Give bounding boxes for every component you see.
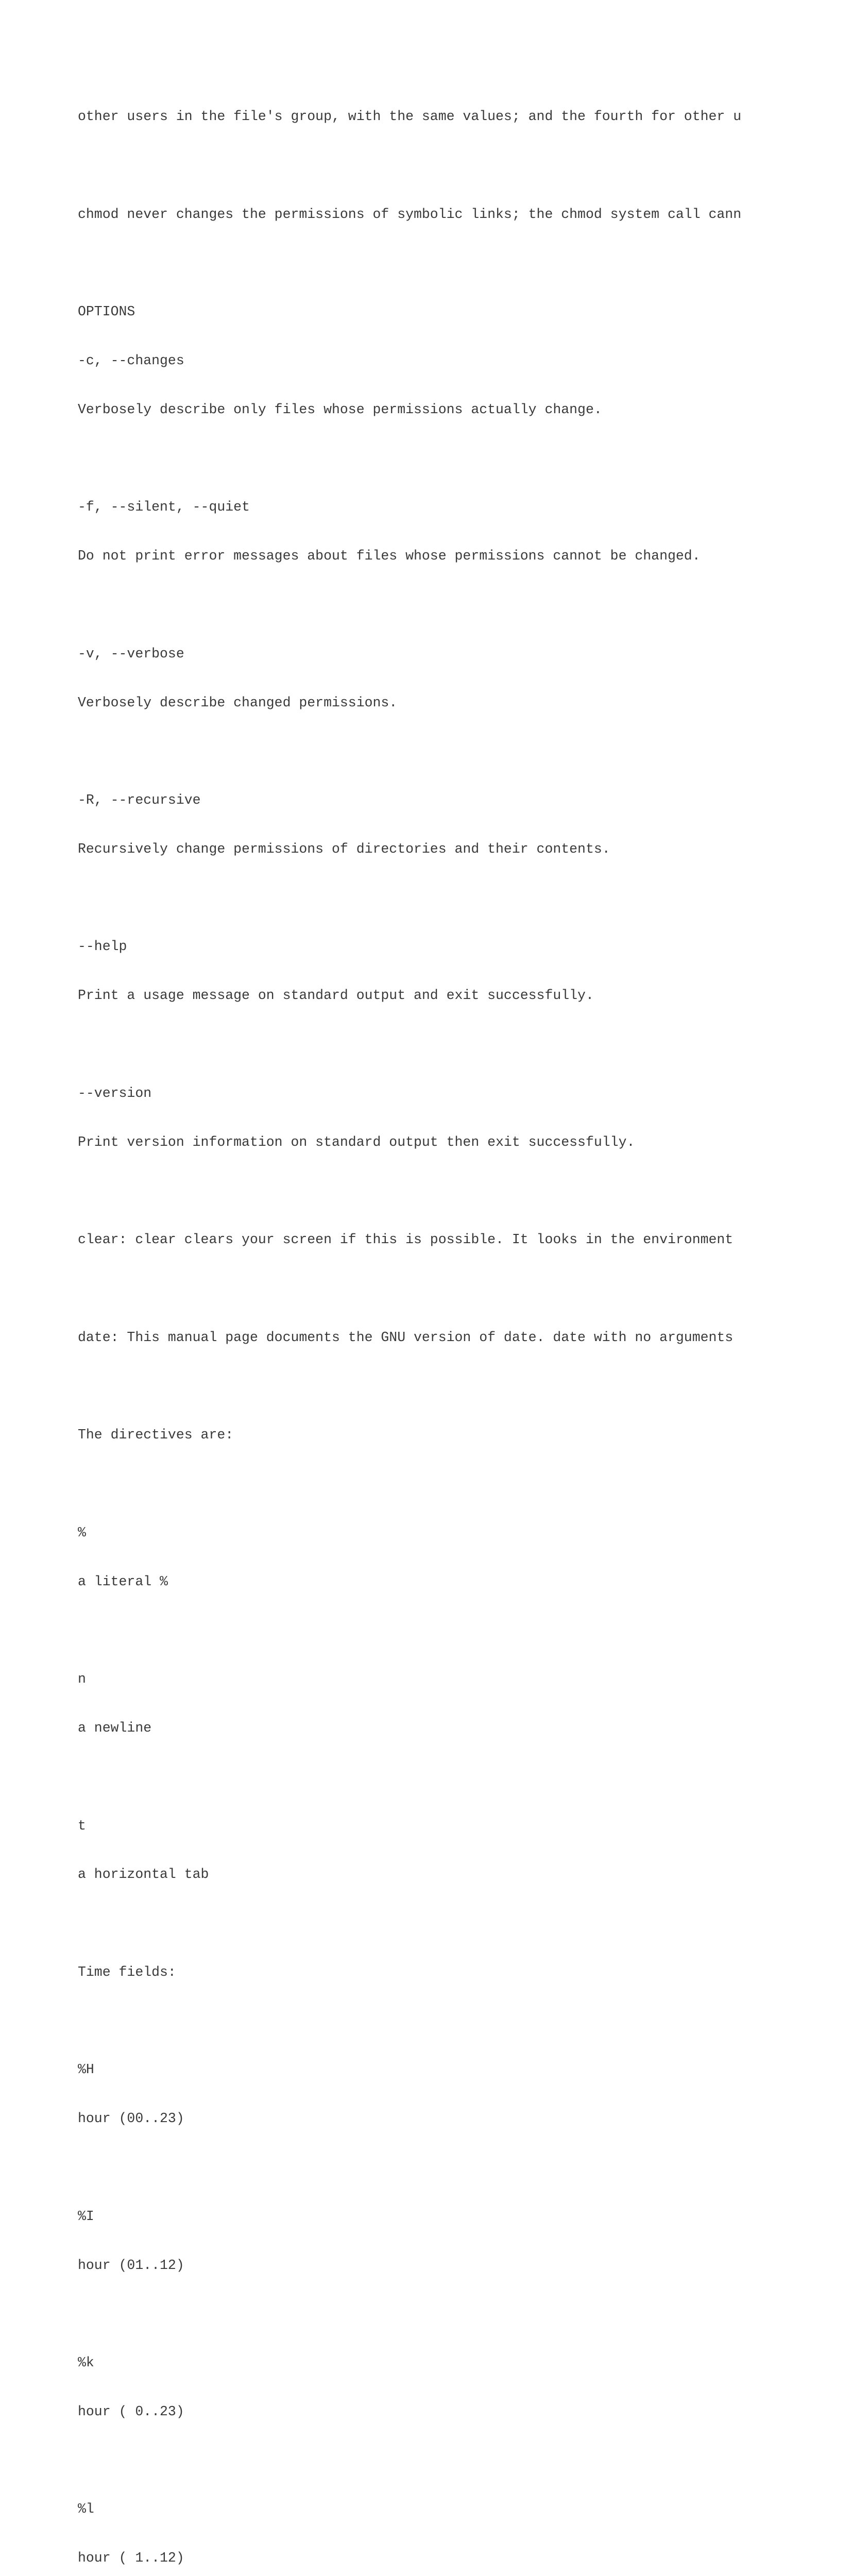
blank-line [78,1622,778,1639]
directive-name: %H [78,2062,94,2078]
option-name: -R, --recursive [78,792,201,808]
blank-line [78,451,778,467]
option-description: Verbosely describe only files whose permissions actually change. [78,401,602,417]
option-name: --version [78,1085,152,1101]
text-line: chmod never changes the permissions of symbolic links; the chmod system call cann [78,206,742,222]
blank-line [78,890,778,907]
text-line: date: This manual page documents the GNU version of date. date with no arguments [78,1329,742,1345]
blank-line [78,597,778,614]
text-line: other users in the file's group, with the same values; and the fourth for other u [78,109,742,125]
blank-line [78,2453,778,2469]
option-name: -c, --changes [78,353,184,369]
option-name: -f, --silent, --quiet [78,499,250,515]
blank-line [78,2306,778,2323]
option-description: Print version information on standard output then exit successfully. [78,1134,635,1150]
blank-line [78,1769,778,1786]
directive-description: hour (00..23) [78,2111,184,2127]
option-name: --help [78,939,127,955]
blank-line [78,1476,778,1493]
directive-description: a horizontal tab [78,1867,209,1883]
option-description: Verbosely describe changed permissions. [78,694,398,710]
option-name: -v, --verbose [78,646,184,662]
text-line: The directives are: [78,1427,234,1443]
directive-description: a newline [78,1720,152,1736]
blank-line [78,2160,778,2176]
blank-line [78,1916,778,1932]
section-heading: OPTIONS [78,304,135,320]
directive-name: %k [78,2355,94,2371]
blank-line [78,256,778,272]
blank-line [78,1183,778,1199]
directive-name: % [78,1524,86,1540]
blank-line [78,158,778,174]
blank-line [78,2013,778,2030]
option-description: Print a usage message on standard output and exit successfully. [78,988,594,1004]
option-description: Recursively change permissions of directories and their contents. [78,841,610,857]
directive-description: hour ( 1..12) [78,2550,184,2566]
directive-name: n [78,1671,86,1687]
directive-name: %l [78,2501,94,2517]
man-page-text [78,76,778,2576]
directive-description: a literal % [78,1573,168,1589]
blank-line [78,743,778,760]
subsection-heading: Time fields: [78,1964,176,1980]
text-line: clear: clear clears your screen if this is possible. It looks in the environment [78,1232,734,1248]
directive-description: hour ( 0..23) [78,2403,184,2419]
directive-description: hour (01..12) [78,2257,184,2273]
blank-line [78,1379,778,1395]
blank-line [78,1281,778,1297]
blank-line [78,1037,778,1053]
directive-name: %I [78,2208,94,2224]
option-description: Do not print error messages about files whose permissions cannot be changed. [78,548,701,564]
directive-name: t [78,1818,86,1834]
